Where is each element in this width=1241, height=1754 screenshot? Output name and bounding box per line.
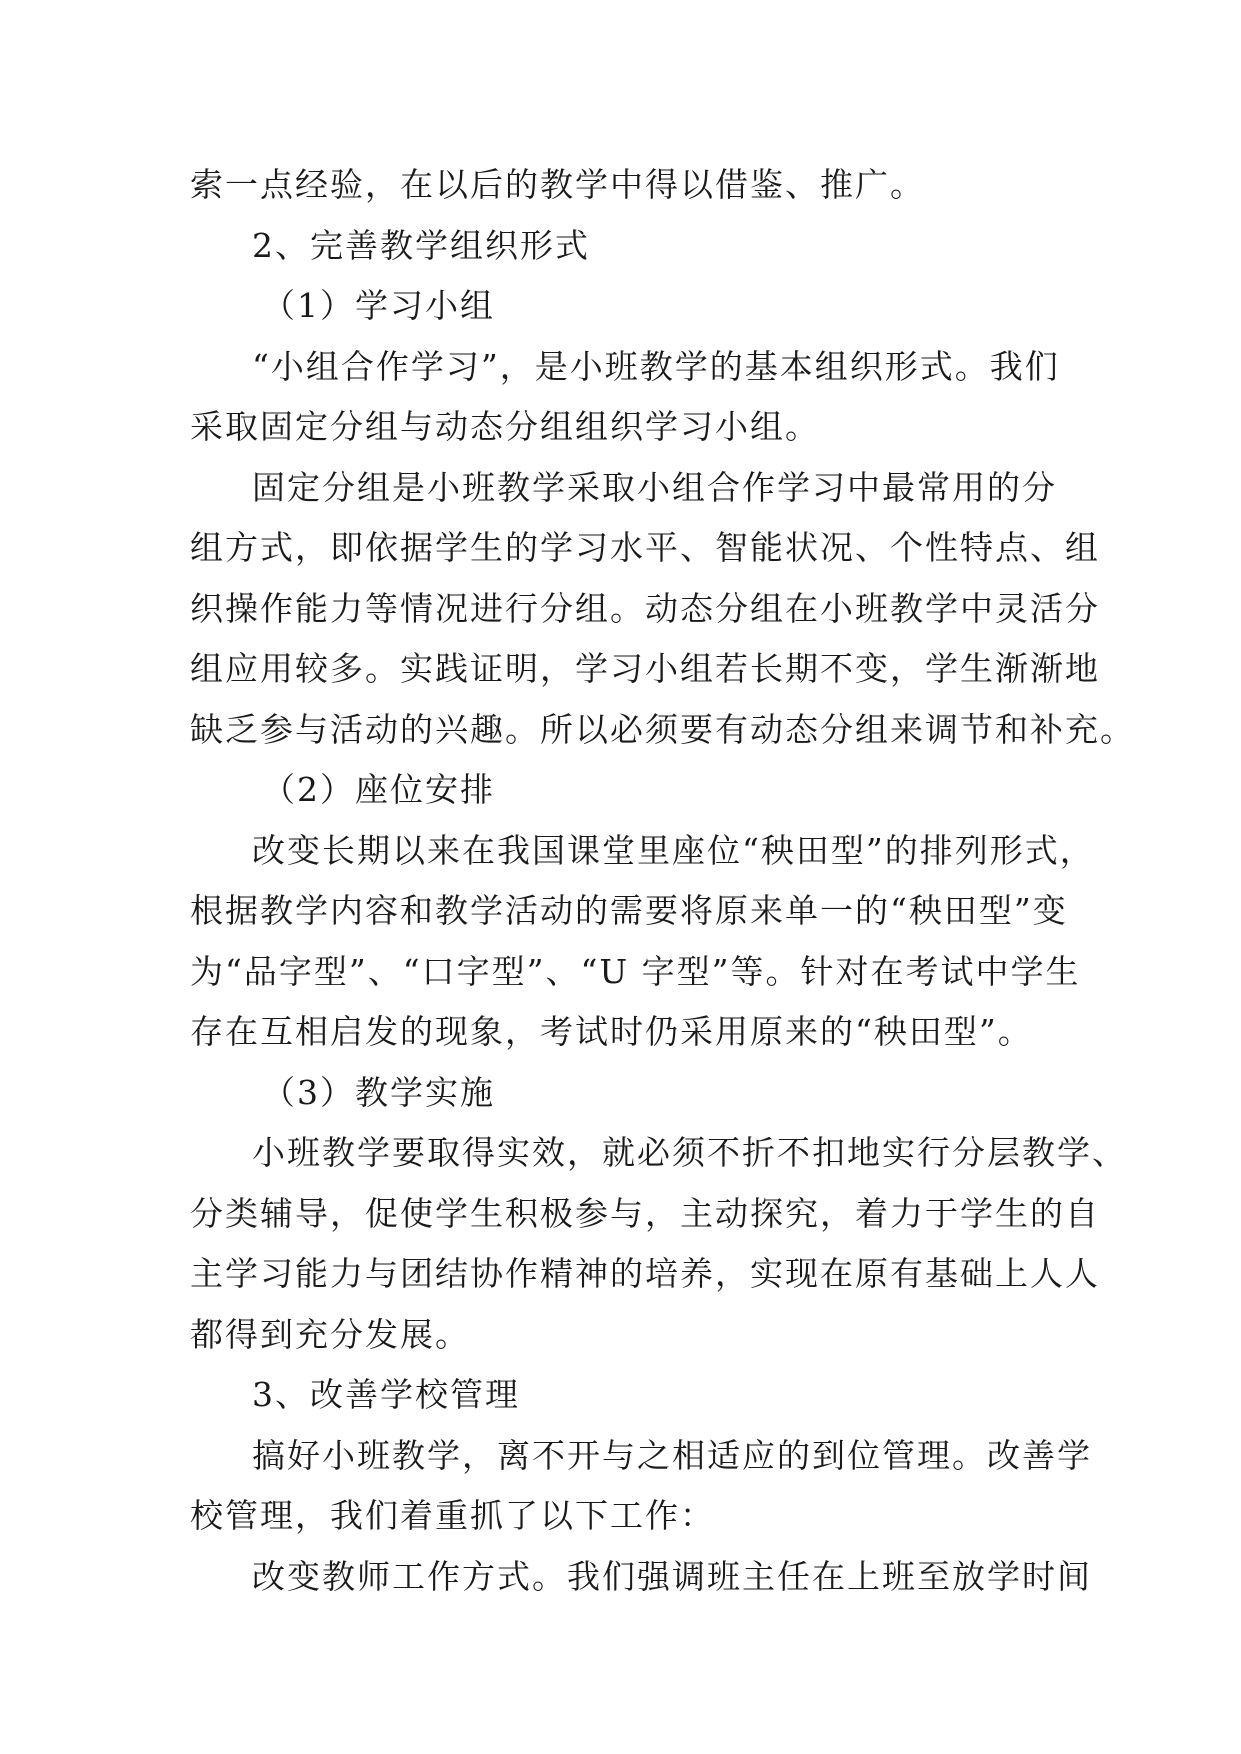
paragraph-line: 为“品字型”、“口字型”、“U 字型”等。针对在考试中学生: [190, 951, 1081, 991]
subsection-heading: （2）座位安排: [262, 770, 495, 809]
paragraph-line: 都得到充分发展。: [190, 1314, 470, 1354]
paragraph-line: 存在互相启发的现象，考试时仍采用原来的“秧田型”。: [190, 1012, 1033, 1051]
paragraph-line: 组应用较多。实践证明，学习小组若长期不变，学生渐渐地: [190, 649, 1100, 688]
section-heading: 3、改善学校管理: [252, 1375, 520, 1414]
paragraph-line: 搞好小班教学，离不开与之相适应的到位管理。改善学: [252, 1435, 1092, 1475]
section-heading: 2、完善教学组织形式: [252, 225, 590, 265]
paragraph-line: 根据教学内容和教学活动的需要将原来单一的“秧田型”变: [190, 891, 1068, 930]
paragraph-line: 改变教师工作方式。我们强调班主任在上班至放学时间: [252, 1556, 1092, 1596]
paragraph-line: 校管理，我们着重抓了以下工作：: [190, 1496, 715, 1535]
paragraph-line: 小班教学要取得实效，就必须不折不扣地实行分层教学、: [252, 1133, 1127, 1172]
paragraph-line: 组方式，即依据学生的学习水平、智能状况、个性特点、组: [190, 528, 1100, 567]
paragraph-line: 改变长期以来在我国课堂里座位“秧田型”的排列形式，: [252, 830, 1095, 870]
document-body: [190, 155, 1135, 1607]
subsection-heading: （1）学习小组: [262, 286, 495, 325]
paragraph-line: 主学习能力与团结协作精神的培养，实现在原有基础上人人: [190, 1254, 1100, 1293]
subsection-heading: （3）教学实施: [262, 1072, 495, 1112]
paragraph-line: 索一点经验，在以后的教学中得以借鉴、推广。: [190, 165, 925, 204]
paragraph-line: “小组合作学习”，是小班教学的基本组织形式。我们: [252, 346, 1060, 386]
paragraph-line: 织操作能力等情况进行分组。动态分组在小班教学中灵活分: [190, 588, 1100, 628]
paragraph-line: 缺乏参与活动的兴趣。所以必须要有动态分组来调节和补充。: [190, 709, 1135, 749]
paragraph-line: 分类辅导，促使学生积极参与，主动探究，着力于学生的自: [190, 1193, 1100, 1233]
paragraph-line: 采取固定分组与动态分组组织学习小组。: [190, 407, 820, 446]
paragraph-line: 固定分组是小班教学采取小组合作学习中最常用的分: [252, 467, 1057, 507]
